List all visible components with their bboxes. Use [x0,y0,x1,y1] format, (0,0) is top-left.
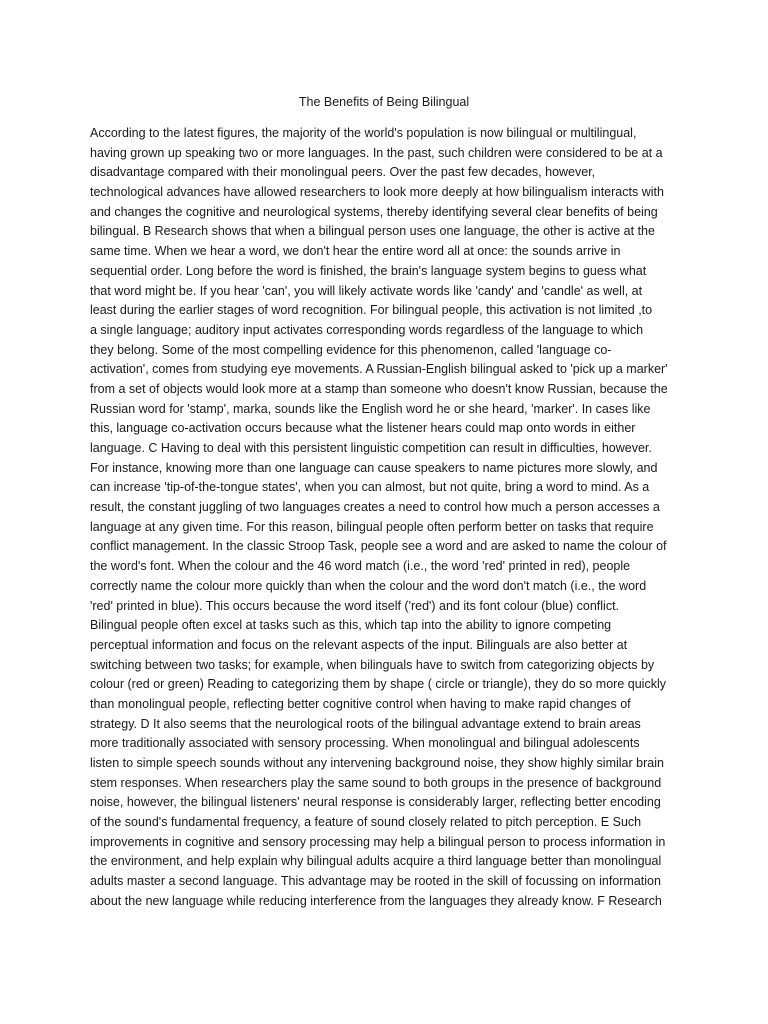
body-text-line: correctly name the colour more quickly than when the colour and the word don't match (i.e., the word [90,578,647,593]
body-text-line: the word's font. When the colour and the 46 word match (i.e., the word 'red' printed in red), people [90,559,631,574]
body-text-line: same time. When we hear a word, we don't hear the entire word all at once: the sounds arrive in [90,244,621,259]
body-text-line: least during the earlier stages of word recognition. For bilingual people, this activation is not limited ,to [90,303,653,318]
body-text-line: that word might be. If you hear 'can', you will likely activate words like 'candy' and 'candle' as well, at [90,283,643,298]
body-text-line: having grown up speaking two or more languages. In the past, such children were considered to be at a [90,145,663,160]
body-text-line: than monolingual people, reflecting better cognitive control when having to make rapid changes of [90,696,631,711]
body-text-line: improvements in cognitive and sensory processing may help a bilingual person to process information in [90,834,666,849]
body-text-line: result, the constant juggling of two languages creates a need to control how much a person accesses a [90,500,660,515]
body-text-line: disadvantage compared with their monolingual peers. Over the past few decades, however, [90,165,596,180]
body-text-line: According to the latest figures, the majority of the world's population is now bilingual or multilingual, [90,126,637,140]
body-text-line: language. C Having to deal with this persistent linguistic competition can result in difficulties, however. [90,441,652,455]
body-text-line: colour (red or green) Reading to categorizing them by shape ( circle or triangle), they do so more quickly [90,677,666,692]
document-body [90,124,690,912]
body-text-line: the environment, and help explain why bilingual adults acquire a third language better than monolingual [90,854,662,869]
body-text-line: from a set of objects would look more at a stamp than someone who doesn't know Russian, because the [90,381,668,396]
body-text-line: they belong. Some of the most compelling evidence for this phenomenon, called 'language co- [90,342,612,357]
body-text-line: Bilingual people often excel at tasks such as this, which tap into the ability to ignore competing [90,618,612,633]
body-text-line: language at any given time. For this reason, bilingual people often perform better on tasks that require [90,519,654,534]
body-text-line: bilingual. B Research shows that when a bilingual person uses one language, the other is active at the [90,224,655,239]
body-text-line: 'red' printed in blue). This occurs because the word itself ('red') and its font colour (blue) conflict. [90,598,620,613]
body-text-line: strategy. D It also seems that the neurological roots of the bilingual advantage extend to brain areas [90,716,641,731]
body-text-line: listen to simple speech sounds without any intervening background noise, they show highly similar brain [90,756,664,770]
body-text-line: For instance, knowing more than one language can cause speakers to name pictures more slowly, and [90,460,658,475]
body-text-line: activation', comes from studying eye movements. A Russian-English bilingual asked to 'pick up a marker' [90,362,668,377]
document-title: The Benefits of Being Bilingual [298,95,470,109]
body-text-line: Russian word for 'stamp', marka, sounds like the English word he or she heard, 'marker'. In cases like [90,401,651,416]
body-text-line: more traditionally associated with sensory processing. When monolingual and bilingual adolescents [90,736,640,751]
body-text-line: switching between two tasks; for example, when bilinguals have to switch from categorizing objects by [90,657,655,672]
body-text-line: of the sound's fundamental frequency, a feature of sound closely related to pitch perception. E Such [90,815,642,830]
body-text-line: can increase 'tip-of-the-tongue states', when you can almost, but not quite, bring a word to mind. As a [90,480,650,495]
body-text-line: a single language; auditory input activates corresponding words regardless of the language to which [90,322,644,337]
body-text-line: sequential order. Long before the word is finished, the brain's language system begins to guess what [90,263,647,278]
body-text-line: noise, however, the bilingual listeners' neural response is considerably larger, reflecting better encoding [90,795,661,810]
body-text-line: conflict management. In the classic Stroop Task, people see a word and are asked to name the colour of [90,539,667,554]
body-text-line: adults master a second language. This advantage may be rooted in the skill of focussing on information [90,874,661,889]
body-text-line: technological advances have allowed researchers to look more deeply at how bilingualism interacts with [90,185,664,200]
body-text-line: stem responses. When researchers play the same sound to both groups in the presence of background [90,775,662,790]
body-text-line: about the new language while reducing interference from the languages they already know. F Research [90,893,662,908]
body-text-line: this, language co-activation occurs because what the listener hears could map onto words in either [90,421,636,436]
body-text-line: perceptual information and focus on the relevant aspects of the input. Bilinguals are also better at [90,637,628,652]
body-text-line: and changes the cognitive and neurological systems, thereby identifying several clear benefits of being [90,204,658,219]
